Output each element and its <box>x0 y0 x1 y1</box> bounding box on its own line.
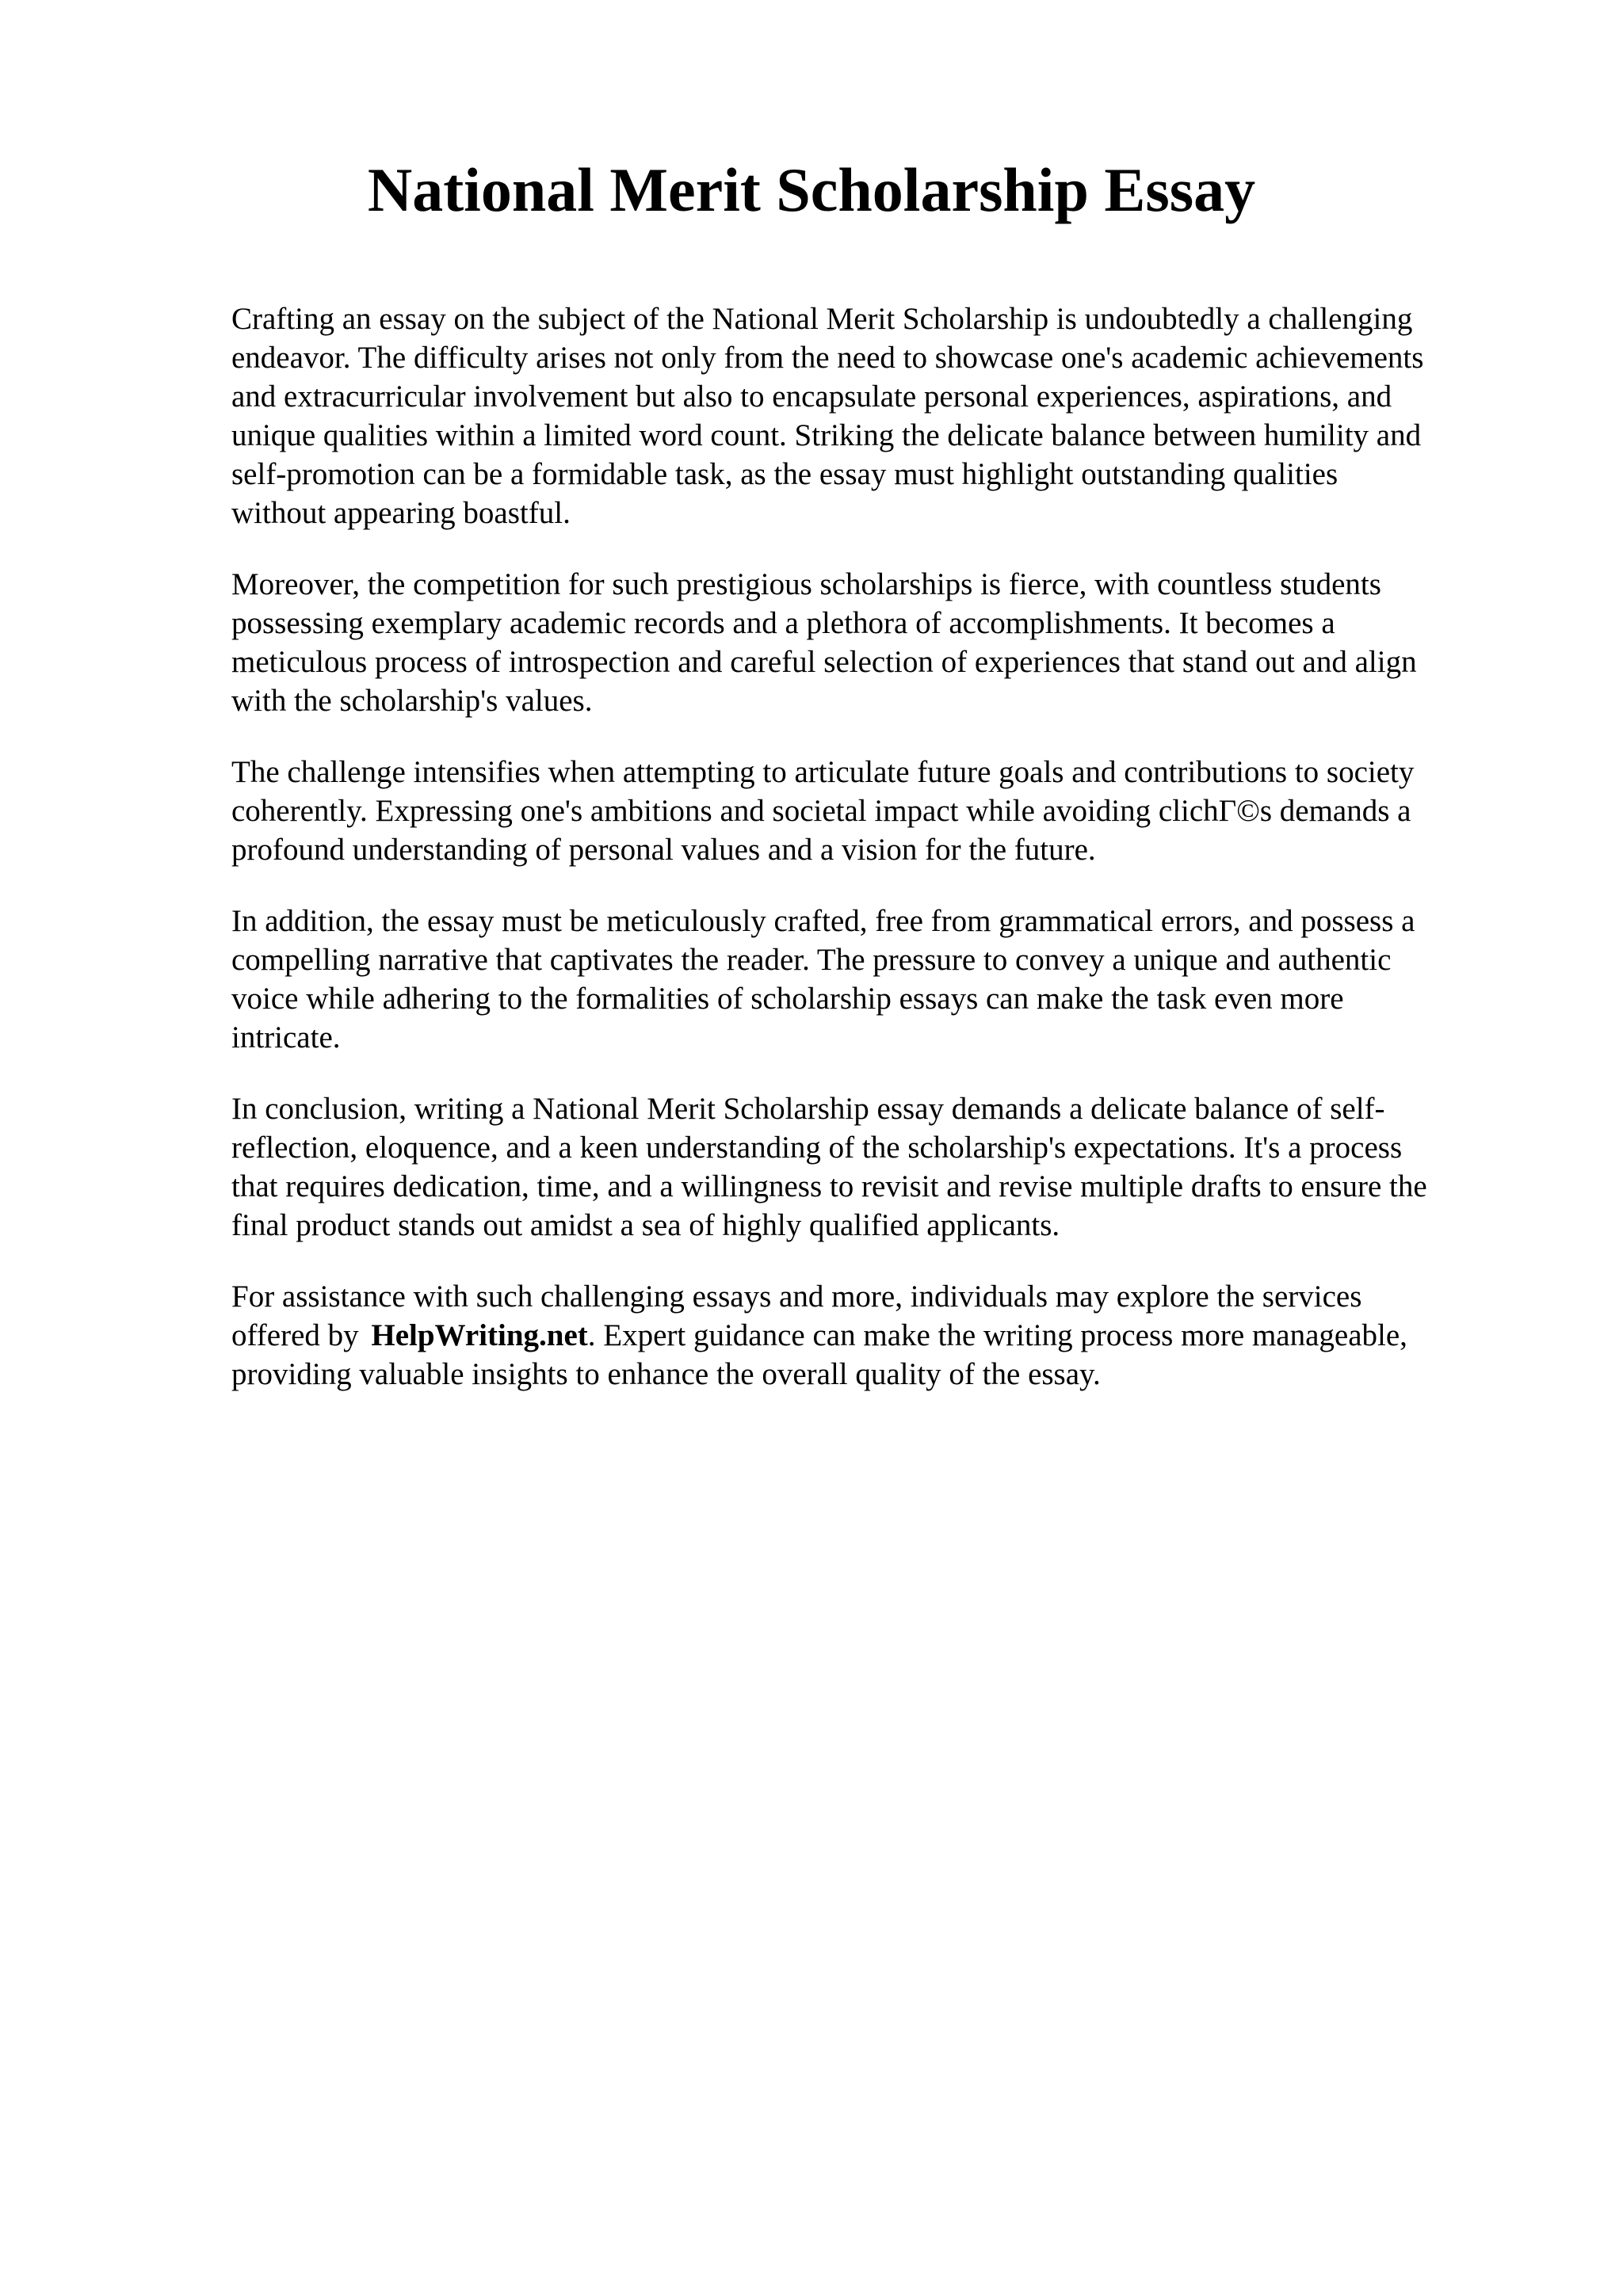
page-title: National Merit Scholarship Essay <box>367 155 1256 224</box>
paragraph-4: In addition, the essay must be meticulously crafted, free from grammatical errors, and possess a compelling narrative that captivates the reader. The pressure to convey a unique and authentic voice while adhering to the formalities of scholarship essays can make the task even more intricate. <box>231 904 1415 1055</box>
paragraph-6-lead-text: For assistance with such challenging essays and more, individuals may explore the services offered by <box>231 1280 1362 1352</box>
essay-body <box>231 299 1515 1426</box>
paragraph-2: Moreover, the competition for such prestigious scholarships is fierce, with countless students possessing exemplary academic records and a plethora of accomplishments. It becomes a meticulous process of introspection and careful selection of experiences that stand out and align with the scholarship's values. <box>231 567 1417 718</box>
paragraph-6-trailing-text: . Expert guidance can make the writing process more manageable, providing valuable insights to enhance the overall quality of the essay. <box>231 1318 1407 1391</box>
paragraph-1: Crafting an essay on the subject of the National Merit Scholarship is undoubtedly a challenging endeavor. The difficulty arises not only from the need to showcase one's academic achievements and extracurricular involvement but also to encapsulate personal experiences, aspirations, and unique qualities within a limited word count. Striking the delicate balance between humility and self-promotion can be a formidable task, as the essay must highlight outstanding qualities without appearing boastful. <box>231 302 1424 530</box>
paragraph-3: The challenge intensifies when attempting to articulate future goals and contributions to society coherently. Expressing one's ambitions and societal impact while avoiding clichΓ©s demands a profound understanding of personal values and a vision for the future. <box>231 755 1415 867</box>
paragraph-6 <box>231 1277 1515 1394</box>
paragraph-5: In conclusion, writing a National Merit Scholarship essay demands a delicate balance of self- reflection, eloquence, and a keen understanding of the scholarship's expectations. It's a process that requires dedication, time, and a willingness to revisit and revise multiple drafts to ensure the final product stands out amidst a sea of highly qualified applicants. <box>231 1092 1427 1242</box>
helpwriting-link[interactable]: HelpWriting.net <box>371 1318 588 1352</box>
